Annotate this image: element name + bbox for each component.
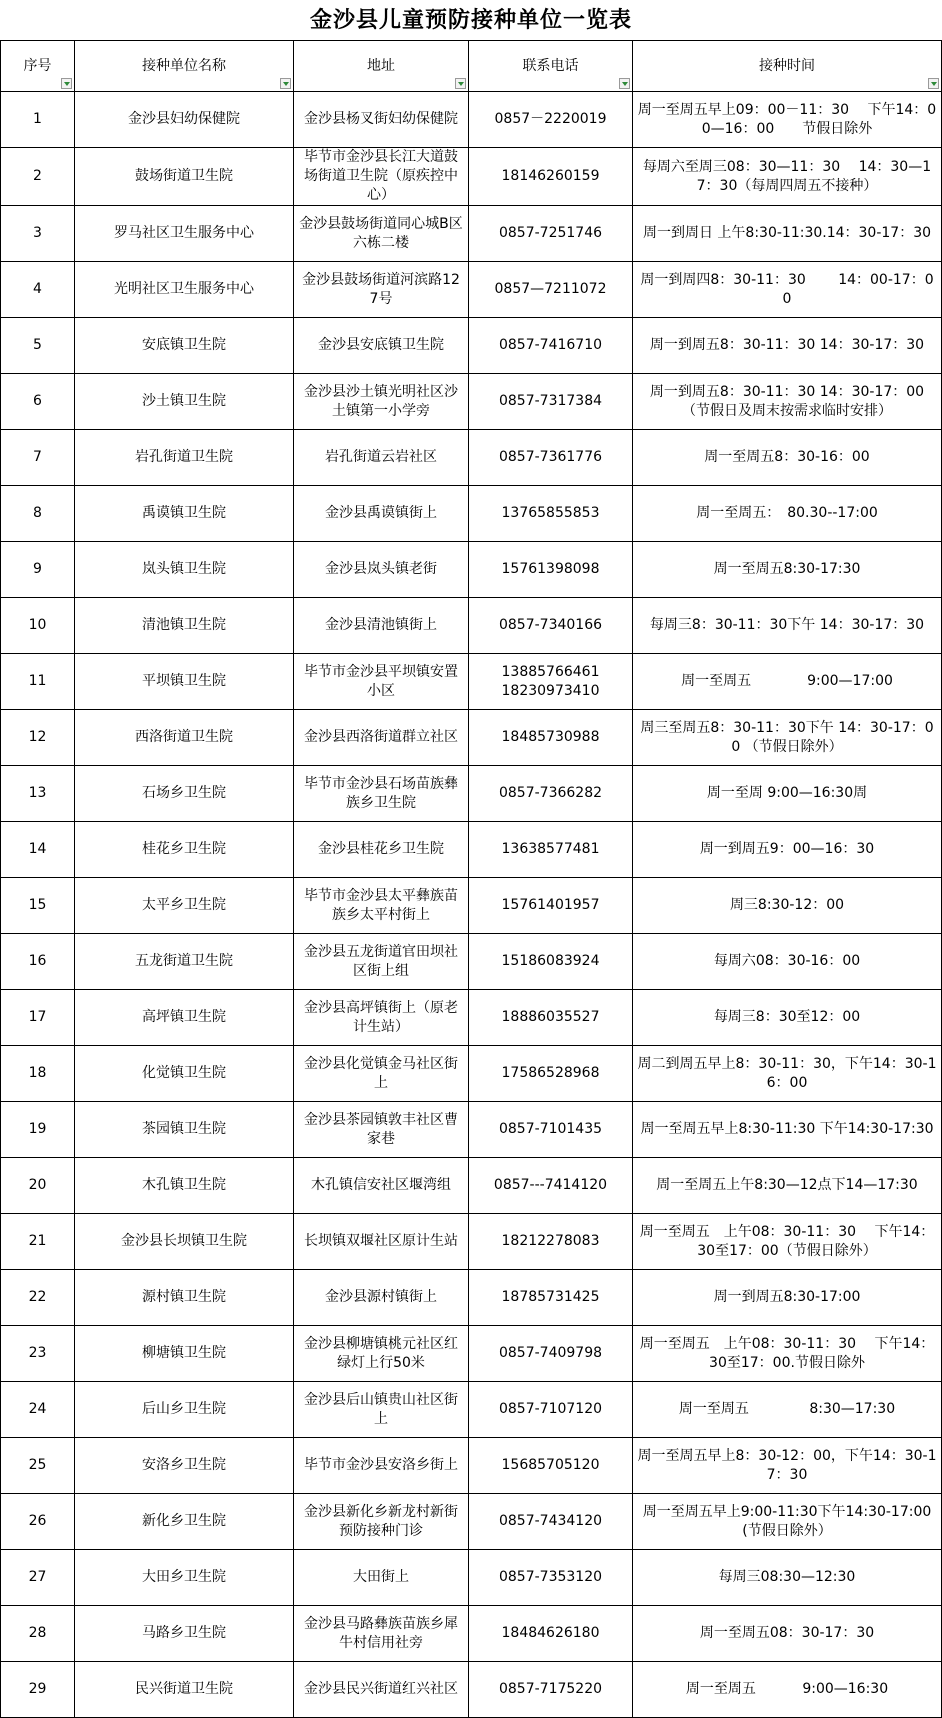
unit-name-cell: 金沙县长坝镇卫生院 — [75, 1214, 294, 1270]
phone-cell: 13765855853 — [469, 486, 633, 542]
phone-cell: 0857-7361776 — [469, 430, 633, 486]
phone-cell: 15761401957 — [469, 878, 633, 934]
seq-cell: 5 — [1, 318, 75, 374]
address-cell: 木孔镇信安社区堰湾组 — [294, 1158, 469, 1214]
unit-name-cell: 金沙县妇幼保健院 — [75, 92, 294, 148]
address-cell: 毕节市金沙县石场苗族彝族乡卫生院 — [294, 766, 469, 822]
unit-name-cell: 五龙街道卫生院 — [75, 934, 294, 990]
table-row — [1, 148, 942, 206]
schedule-cell: 周一到周日 上午8:30-11:30.14：30-17：30 — [633, 206, 942, 262]
table-row — [1, 878, 942, 934]
table-row — [1, 1046, 942, 1102]
phone-cell: 0857---7414120 — [469, 1158, 633, 1214]
unit-name-cell: 光明社区卫生服务中心 — [75, 262, 294, 318]
phone-cell: 0857—7211072 — [469, 262, 633, 318]
seq-cell: 18 — [1, 1046, 75, 1102]
seq-cell: 1 — [1, 92, 75, 148]
header-cell-time — [633, 41, 942, 92]
table-row — [1, 542, 942, 598]
unit-name-cell: 后山乡卫生院 — [75, 1382, 294, 1438]
phone-cell: 15685705120 — [469, 1438, 633, 1494]
table-row — [1, 1158, 942, 1214]
header-cell-address — [294, 41, 469, 92]
unit-name-cell: 岩孔街道卫生院 — [75, 430, 294, 486]
seq-cell: 29 — [1, 1662, 75, 1718]
schedule-cell: 每周六08：30-16：00 — [633, 934, 942, 990]
table-row — [1, 1494, 942, 1550]
address-cell: 金沙县清池镇街上 — [294, 598, 469, 654]
phone-cell: 18785731425 — [469, 1270, 633, 1326]
address-cell: 毕节市金沙县长江大道鼓场街道卫生院（原疾控中心） — [294, 148, 469, 206]
table-row — [1, 1662, 942, 1718]
phone-cell: 0857-7434120 — [469, 1494, 633, 1550]
seq-cell: 16 — [1, 934, 75, 990]
header-label: 接种时间 — [759, 57, 815, 74]
address-cell: 毕节市金沙县安洛乡街上 — [294, 1438, 469, 1494]
schedule-cell: 周一至周五： 80.30--17:00 — [633, 486, 942, 542]
schedule-cell: 周三8:30-12：00 — [633, 878, 942, 934]
address-cell: 金沙县禹谟镇街上 — [294, 486, 469, 542]
table-row — [1, 1214, 942, 1270]
unit-name-cell: 罗马社区卫生服务中心 — [75, 206, 294, 262]
unit-name-cell: 马路乡卫生院 — [75, 1606, 294, 1662]
phone-cell: 0857-7175220 — [469, 1662, 633, 1718]
table-row — [1, 430, 942, 486]
address-cell: 金沙县杨叉街妇幼保健院 — [294, 92, 469, 148]
header-label: 联系电话 — [522, 57, 579, 74]
header-cell-phone — [469, 41, 633, 92]
seq-cell: 3 — [1, 206, 75, 262]
table-row — [1, 990, 942, 1046]
table-row — [1, 822, 942, 878]
table-row — [1, 710, 942, 766]
address-cell: 岩孔街道云岩社区 — [294, 430, 469, 486]
phone-cell: 0857-7340166 — [469, 598, 633, 654]
phone-cell: 0857-7409798 — [469, 1326, 633, 1382]
phone-cell: 17586528968 — [469, 1046, 633, 1102]
schedule-cell: 周一到周五8：30-11：30 14：30-17：00（节假日及周末按需求临时安排） — [633, 374, 942, 430]
table-body — [1, 92, 942, 1718]
seq-cell: 12 — [1, 710, 75, 766]
schedule-cell: 每周三8：30至12：00 — [633, 990, 942, 1046]
seq-cell: 13 — [1, 766, 75, 822]
schedule-cell: 周一至周五早上8:30-11:30 下午14:30-17:30 — [633, 1102, 942, 1158]
phone-cell: 15761398098 — [469, 542, 633, 598]
seq-cell: 28 — [1, 1606, 75, 1662]
unit-name-cell: 化觉镇卫生院 — [75, 1046, 294, 1102]
table-row — [1, 262, 942, 318]
schedule-cell: 周一至周五 8:30—17:30 — [633, 1382, 942, 1438]
schedule-cell: 周二到周五早上8：30-11：30，下午14：30-16：00 — [633, 1046, 942, 1102]
seq-cell: 11 — [1, 654, 75, 710]
unit-name-cell: 高坪镇卫生院 — [75, 990, 294, 1046]
header-cell-name — [75, 41, 294, 92]
seq-cell: 15 — [1, 878, 75, 934]
filter-dropdown-icon[interactable] — [61, 78, 72, 89]
phone-cell: 18212278083 — [469, 1214, 633, 1270]
seq-cell: 26 — [1, 1494, 75, 1550]
unit-name-cell: 大田乡卫生院 — [75, 1550, 294, 1606]
phone-cell: 13638577481 — [469, 822, 633, 878]
table-row — [1, 654, 942, 710]
filter-dropdown-icon[interactable] — [280, 78, 291, 89]
table-row — [1, 598, 942, 654]
header-label: 序号 — [23, 57, 52, 74]
unit-name-cell: 岚头镇卫生院 — [75, 542, 294, 598]
table-row — [1, 92, 942, 148]
header-cell-seq — [1, 41, 75, 92]
schedule-cell: 周一至周五 上午08：30-11：30 下午14：30至17：00（节假日除外） — [633, 1214, 942, 1270]
header-label: 接种单位名称 — [142, 57, 226, 74]
seq-cell: 6 — [1, 374, 75, 430]
phone-cell: 0857-7107120 — [469, 1382, 633, 1438]
address-cell: 金沙县桂花乡卫生院 — [294, 822, 469, 878]
schedule-cell: 周一到周五8:30-17:00 — [633, 1270, 942, 1326]
header-row — [1, 41, 942, 92]
phone-cell: 0857-7353120 — [469, 1550, 633, 1606]
table-row — [1, 1382, 942, 1438]
phone-cell: 0857－2220019 — [469, 92, 633, 148]
seq-cell: 20 — [1, 1158, 75, 1214]
filter-dropdown-icon[interactable] — [928, 78, 939, 89]
seq-cell: 2 — [1, 148, 75, 206]
schedule-cell: 周一至周五早上8：30-12：00，下午14：30-17：30 — [633, 1438, 942, 1494]
address-cell: 金沙县岚头镇老街 — [294, 542, 469, 598]
seq-cell: 10 — [1, 598, 75, 654]
unit-name-cell: 石场乡卫生院 — [75, 766, 294, 822]
unit-name-cell: 平坝镇卫生院 — [75, 654, 294, 710]
address-cell: 长坝镇双堰社区原计生站 — [294, 1214, 469, 1270]
address-cell: 金沙县化觉镇金马社区街上 — [294, 1046, 469, 1102]
seq-cell: 27 — [1, 1550, 75, 1606]
address-cell: 金沙县茶园镇敦丰社区曹家巷 — [294, 1102, 469, 1158]
unit-name-cell: 民兴街道卫生院 — [75, 1662, 294, 1718]
phone-cell: 18886035527 — [469, 990, 633, 1046]
address-cell: 大田街上 — [294, 1550, 469, 1606]
schedule-cell: 周一至周五 上午08：30-11：30 下午14：30至17：00.节假日除外 — [633, 1326, 942, 1382]
phone-cell: 13885766461 18230973410 — [469, 654, 633, 710]
address-cell: 金沙县沙土镇光明社区沙土镇第一小学旁 — [294, 374, 469, 430]
table-row — [1, 486, 942, 542]
seq-cell: 8 — [1, 486, 75, 542]
table-row — [1, 1326, 942, 1382]
schedule-cell: 周一至周五 9:00—16:30 — [633, 1662, 942, 1718]
schedule-cell: 每周六至周三08：30—11：30 14：30—17：30（每周四周五不接种） — [633, 148, 942, 206]
unit-name-cell: 源村镇卫生院 — [75, 1270, 294, 1326]
phone-cell: 18485730988 — [469, 710, 633, 766]
seq-cell: 23 — [1, 1326, 75, 1382]
table-row — [1, 1102, 942, 1158]
table-row — [1, 1606, 942, 1662]
schedule-cell: 周一至周五 9:00—17:00 — [633, 654, 942, 710]
address-cell: 金沙县鼓场街道河滨路127号 — [294, 262, 469, 318]
seq-cell: 22 — [1, 1270, 75, 1326]
vaccination-units-table — [0, 40, 942, 1718]
address-cell: 金沙县新化乡新龙村新街预防接种门诊 — [294, 1494, 469, 1550]
address-cell: 金沙县民兴街道红兴社区 — [294, 1662, 469, 1718]
page-title: 金沙县儿童预防接种单位一览表 — [309, 8, 632, 33]
schedule-cell: 周一到周五8：30-11：30 14：30-17：30 — [633, 318, 942, 374]
unit-name-cell: 西洛街道卫生院 — [75, 710, 294, 766]
schedule-cell: 周一至周五08：30-17：30 — [633, 1606, 942, 1662]
unit-name-cell: 鼓场街道卫生院 — [75, 148, 294, 206]
table-row — [1, 1438, 942, 1494]
seq-cell: 17 — [1, 990, 75, 1046]
unit-name-cell: 柳塘镇卫生院 — [75, 1326, 294, 1382]
unit-name-cell: 桂花乡卫生院 — [75, 822, 294, 878]
unit-name-cell: 清池镇卫生院 — [75, 598, 294, 654]
unit-name-cell: 禹谟镇卫生院 — [75, 486, 294, 542]
unit-name-cell: 安洛乡卫生院 — [75, 1438, 294, 1494]
unit-name-cell: 太平乡卫生院 — [75, 878, 294, 934]
header-label: 地址 — [367, 57, 395, 74]
unit-name-cell: 沙土镇卫生院 — [75, 374, 294, 430]
phone-cell: 0857-7101435 — [469, 1102, 633, 1158]
address-cell: 金沙县柳塘镇桃元社区红绿灯上行50米 — [294, 1326, 469, 1382]
address-cell: 金沙县鼓场街道同心城B区六栋二楼 — [294, 206, 469, 262]
schedule-cell: 每周三8：30-11：30下午 14：30-17：30 — [633, 598, 942, 654]
schedule-cell: 周一至周五早上09：00－11：30 下午14：00—16：00 节假日除外 — [633, 92, 942, 148]
schedule-cell: 周三至周五8：30-11：30下午 14：30-17：00 （节假日除外） — [633, 710, 942, 766]
filter-dropdown-icon[interactable] — [619, 78, 630, 89]
address-cell: 金沙县安底镇卫生院 — [294, 318, 469, 374]
table-row — [1, 206, 942, 262]
table-row — [1, 318, 942, 374]
schedule-cell: 周一到周五9：00—16：30 — [633, 822, 942, 878]
phone-cell: 0857-7251746 — [469, 206, 633, 262]
address-cell: 金沙县高坪镇街上（原老计生站） — [294, 990, 469, 1046]
phone-cell: 0857-7416710 — [469, 318, 633, 374]
schedule-cell: 周一至周五上午8:30—12点下14—17:30 — [633, 1158, 942, 1214]
seq-cell: 9 — [1, 542, 75, 598]
schedule-cell: 周一至周 9:00—16:30周 — [633, 766, 942, 822]
filter-dropdown-icon[interactable] — [455, 78, 466, 89]
phone-cell: 0857-7317384 — [469, 374, 633, 430]
seq-cell: 19 — [1, 1102, 75, 1158]
schedule-cell: 周一至周五8:30-17:30 — [633, 542, 942, 598]
phone-cell: 18146260159 — [469, 148, 633, 206]
phone-cell: 15186083924 — [469, 934, 633, 990]
seq-cell: 25 — [1, 1438, 75, 1494]
schedule-cell: 周一至周五8：30-16：00 — [633, 430, 942, 486]
address-cell: 金沙县后山镇贵山社区街上 — [294, 1382, 469, 1438]
seq-cell: 4 — [1, 262, 75, 318]
unit-name-cell: 安底镇卫生院 — [75, 318, 294, 374]
table-row — [1, 766, 942, 822]
address-cell: 金沙县西洛街道群立社区 — [294, 710, 469, 766]
phone-cell: 18484626180 — [469, 1606, 633, 1662]
unit-name-cell: 新化乡卫生院 — [75, 1494, 294, 1550]
seq-cell: 7 — [1, 430, 75, 486]
schedule-cell: 每周三08:30—12:30 — [633, 1550, 942, 1606]
table-row — [1, 1550, 942, 1606]
address-cell: 毕节市金沙县平坝镇安置小区 — [294, 654, 469, 710]
phone-cell: 0857-7366282 — [469, 766, 633, 822]
seq-cell: 24 — [1, 1382, 75, 1438]
address-cell: 金沙县五龙街道官田坝社区街上组 — [294, 934, 469, 990]
address-cell: 毕节市金沙县太平彝族苗族乡太平村街上 — [294, 878, 469, 934]
address-cell: 金沙县马路彝族苗族乡犀牛村信用社旁 — [294, 1606, 469, 1662]
address-cell: 金沙县源村镇街上 — [294, 1270, 469, 1326]
schedule-cell: 周一到周四8：30-11：30 14：00-17：00 — [633, 262, 942, 318]
table-row — [1, 374, 942, 430]
unit-name-cell: 木孔镇卫生院 — [75, 1158, 294, 1214]
table-row — [1, 934, 942, 990]
seq-cell: 14 — [1, 822, 75, 878]
seq-cell: 21 — [1, 1214, 75, 1270]
unit-name-cell: 茶园镇卫生院 — [75, 1102, 294, 1158]
table-row — [1, 1270, 942, 1326]
schedule-cell: 周一至周五早上9:00-11:30下午14:30-17:00(节假日除外） — [633, 1494, 942, 1550]
